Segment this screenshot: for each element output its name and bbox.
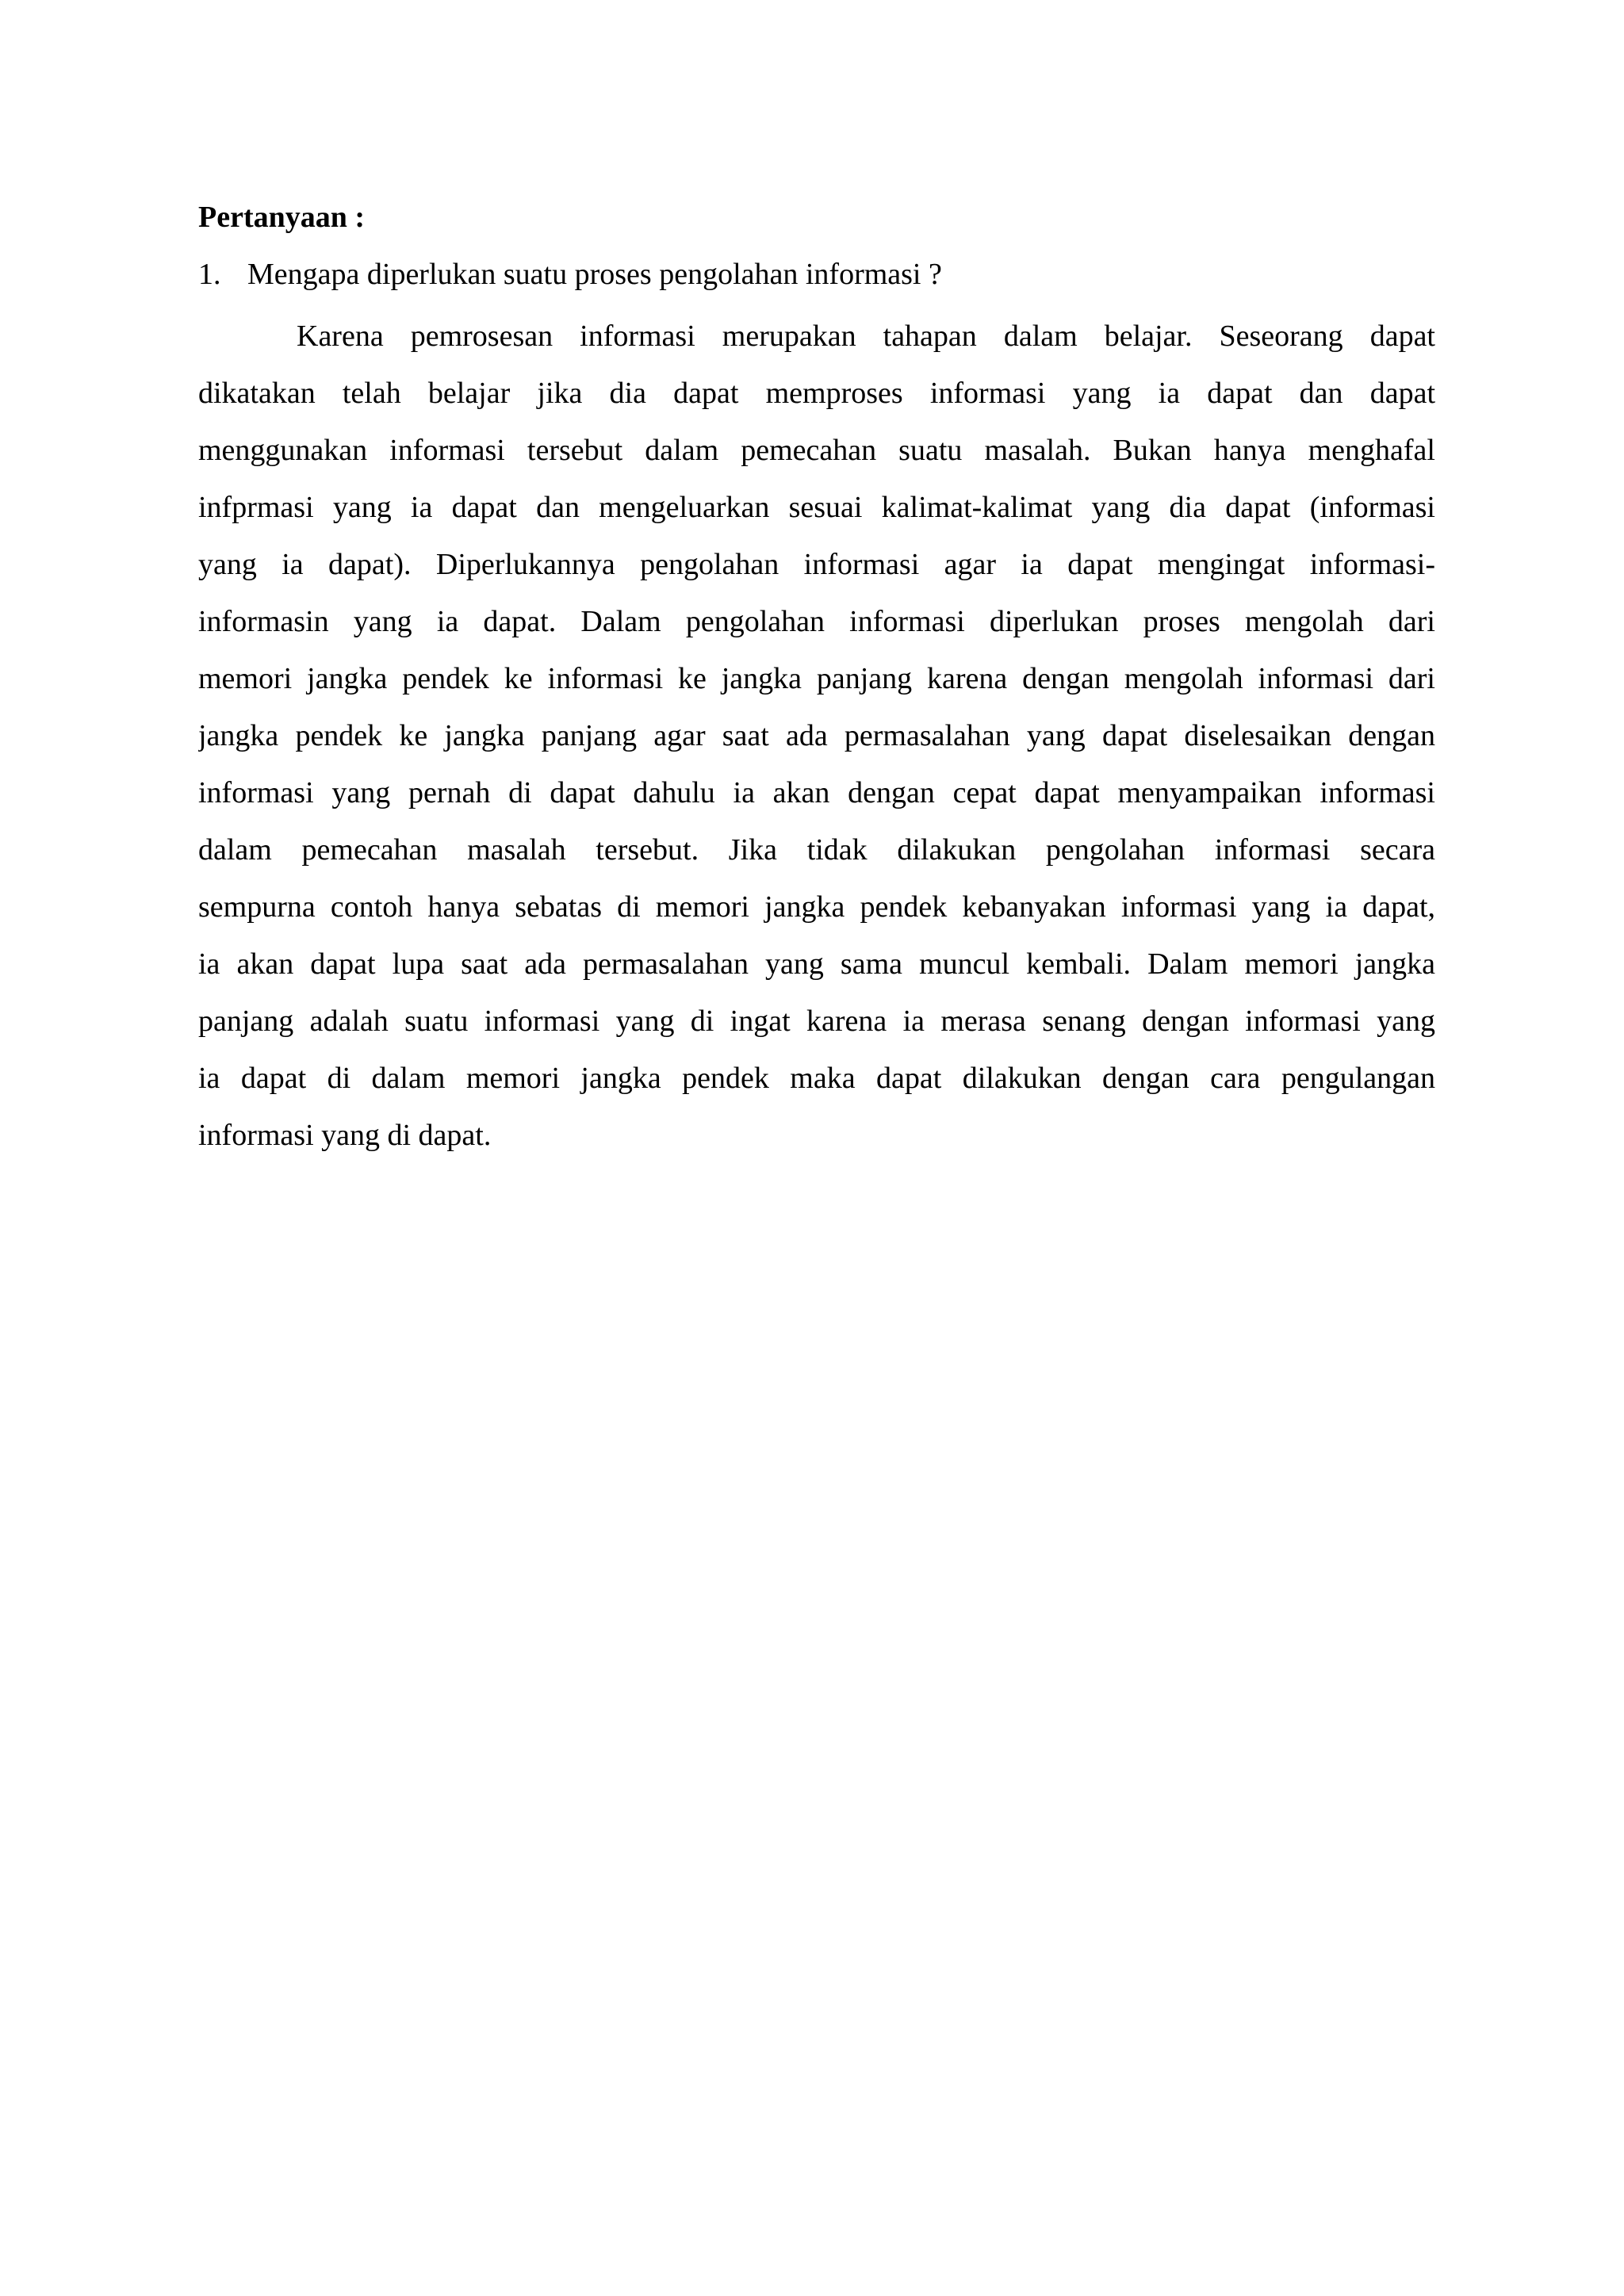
answer-line: infprmasi yang ia dapat dan mengeluarkan sesuai kalimat-kalimat yang dia dapat (informasi xyxy=(198,491,1435,524)
document-content xyxy=(198,193,1435,1164)
answer-line: informasi yang di dapat. xyxy=(198,1119,492,1152)
answer-line: memori jangka pendek ke informasi ke jangka panjang karena dengan mengolah informasi dari xyxy=(198,662,1435,695)
answer-line: dalam pemecahan masalah tersebut. Jika tidak dilakukan pengolahan informasi secara xyxy=(198,833,1435,867)
answer-line: yang ia dapat). Diperlukannya pengolahan informasi agar ia dapat mengingat informasi- xyxy=(198,548,1435,581)
answer-line: sempurna contoh hanya sebatas di memori jangka pendek kebanyakan informasi yang ia dapat, xyxy=(198,890,1435,924)
question-number: 1. xyxy=(198,258,221,291)
answer-line: jangka pendek ke jangka panjang agar saat ada permasalahan yang dapat diselesaikan dengan xyxy=(198,719,1435,752)
answer-line: Karena pemrosesan informasi merupakan tahapan dalam belajar. Seseorang dapat xyxy=(297,320,1435,353)
answer-line: panjang adalah suatu informasi yang di ingat karena ia merasa senang dengan informasi yang xyxy=(198,1004,1435,1038)
answer-line: informasi yang pernah di dapat dahulu ia akan dengan cepat dapat menyampaikan informasi xyxy=(198,776,1435,809)
answer-line: menggunakan informasi tersebut dalam pemecahan suatu masalah. Bukan hanya menghafal xyxy=(198,434,1435,467)
answer-paragraph xyxy=(198,308,1435,1164)
answer-line: ia akan dapat lupa saat ada permasalahan yang sama muncul kembali. Dalam memori jangka xyxy=(198,947,1435,981)
answer-line: dikatakan telah belajar jika dia dapat memproses informasi yang ia dapat dan dapat xyxy=(198,377,1435,410)
answer-line: informasin yang ia dapat. Dalam pengolahan informasi diperlukan proses mengolah dari xyxy=(198,605,1435,638)
question-item xyxy=(198,251,1435,298)
section-heading: Pertanyaan : xyxy=(198,201,366,234)
question-text: Mengapa diperlukan suatu proses pengolahan informasi ? xyxy=(247,258,942,291)
answer-line: ia dapat di dalam memori jangka pendek maka dapat dilakukan dengan cara pengulangan xyxy=(198,1062,1435,1095)
